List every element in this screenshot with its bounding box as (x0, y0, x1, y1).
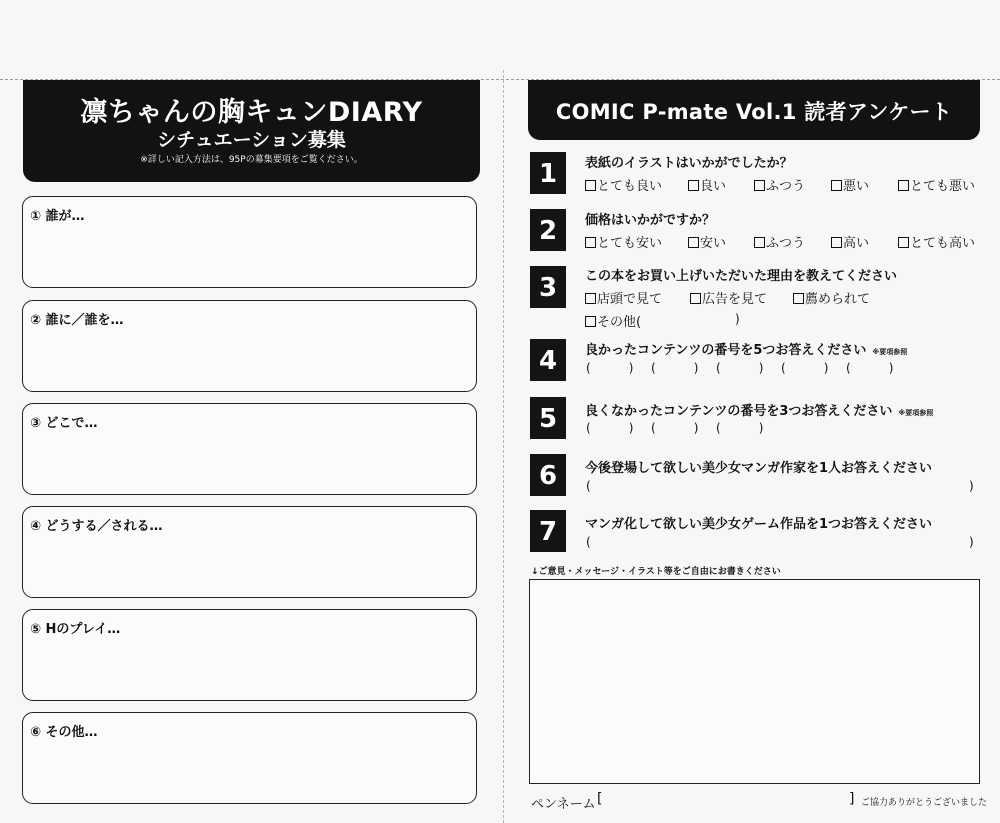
checkbox-icon[interactable] (831, 180, 842, 191)
checkbox-icon[interactable] (793, 293, 804, 304)
answer-slot[interactable]: ( ) (651, 361, 699, 375)
question-text: 良くなかったコンテンツの番号を3つお答えください ※要項参照 (585, 404, 934, 419)
option-checkbox[interactable]: とても安い (585, 232, 662, 251)
situation-note: ※詳しい記入方法は、95Pの募集要項をご覧ください。 (140, 155, 363, 165)
question-note: ※要項参照 (872, 348, 908, 356)
situation-box-label: ① 誰が… (30, 209, 85, 224)
situation-box-who[interactable] (22, 196, 477, 288)
answer-slot[interactable]: ( ) (716, 421, 764, 435)
paren-close: ) (735, 312, 740, 326)
question-text: 価格はいかがですか？ (585, 213, 716, 228)
option-checkbox[interactable]: 広告を見て (690, 288, 767, 307)
option-checkbox-other[interactable]: その他( (585, 311, 641, 330)
option-checkbox[interactable]: ふつう (754, 175, 805, 194)
situation-box-where[interactable] (22, 403, 477, 495)
question-text: この本をお買い上げいただいた理由を教えてください (585, 269, 898, 284)
answer-slot[interactable]: ( ) (846, 361, 894, 375)
comment-area[interactable] (529, 579, 980, 784)
situation-banner (23, 80, 480, 182)
question-text: マンガ化して欲しい美少女ゲーム作品を1つお答えください (585, 517, 933, 532)
checkbox-icon[interactable] (754, 237, 765, 248)
penname-label: ペンネーム (531, 797, 596, 812)
checkbox-icon[interactable] (585, 316, 596, 327)
checkbox-icon[interactable] (754, 180, 765, 191)
question-number-badge: 6 (530, 454, 566, 496)
question-number-badge: 2 (530, 209, 566, 251)
option-checkbox[interactable]: とても悪い (898, 175, 975, 194)
answer-slot[interactable]: ( ) (781, 361, 829, 375)
answer-slot-open[interactable]: ( (586, 535, 591, 549)
situation-box-label: ⑥ その他… (30, 725, 98, 740)
question-number-badge: 1 (530, 152, 566, 194)
answer-slot[interactable]: ( ) (586, 421, 634, 435)
question-number-badge: 5 (530, 397, 566, 439)
option-checkbox[interactable]: とても高い (898, 232, 975, 251)
situation-title: 凛ちゃんの胸キュンDIARY (80, 97, 423, 128)
option-checkbox[interactable]: 良い (688, 175, 726, 194)
question-number-badge: 7 (530, 510, 566, 552)
answer-slot[interactable]: ( ) (586, 361, 634, 375)
question-note: ※要項参照 (898, 409, 934, 417)
comment-label: ↓ご意見・メッセージ・イラスト等をご自由にお書きください (531, 567, 781, 577)
question-number-badge: 3 (530, 266, 566, 308)
question-text: 表紙のイラストはいかがでしたか？ (585, 156, 793, 171)
checkbox-icon[interactable] (898, 237, 909, 248)
checkbox-icon[interactable] (690, 293, 701, 304)
option-checkbox[interactable]: ふつう (754, 232, 805, 251)
checkbox-icon[interactable] (831, 237, 842, 248)
situation-subtitle: シチュエーション募集 (157, 129, 346, 151)
checkbox-icon[interactable] (688, 237, 699, 248)
option-checkbox[interactable]: とても良い (585, 175, 662, 194)
checkbox-icon[interactable] (688, 180, 699, 191)
situation-box-other[interactable] (22, 712, 477, 804)
penname-bracket-open: [ (597, 791, 603, 807)
checkbox-icon[interactable] (585, 237, 596, 248)
checkbox-icon[interactable] (585, 180, 596, 191)
situation-box-action[interactable] (22, 506, 477, 598)
answer-slot-open[interactable]: ( (586, 479, 591, 493)
option-checkbox[interactable]: 安い (688, 232, 726, 251)
option-checkbox[interactable]: 薦められて (793, 288, 870, 307)
survey-title: COMIC P-mate Vol.1 読者アンケート (528, 80, 980, 140)
penname-bracket-close: ] (849, 791, 855, 807)
answer-slot[interactable]: ( ) (716, 361, 764, 375)
checkbox-icon[interactable] (585, 293, 596, 304)
option-checkbox[interactable]: 悪い (831, 175, 869, 194)
answer-slot-close: ) (969, 535, 974, 549)
option-checkbox[interactable]: 店頭で見て (585, 288, 662, 307)
question-text: 今後登場して欲しい美少女マンガ作家を1人お答えください (585, 461, 933, 476)
situation-box-label: ② 誰に／誰を… (30, 313, 124, 328)
question-text: 良かったコンテンツの番号を5つお答えください ※要項参照 (585, 343, 908, 358)
situation-box-label: ③ どこで… (30, 416, 98, 431)
option-checkbox[interactable]: 高い (831, 232, 869, 251)
situation-box-label: ⑤ Hのプレイ… (30, 622, 121, 637)
checkbox-icon[interactable] (898, 180, 909, 191)
cut-line-vertical (503, 70, 504, 823)
situation-box-to-whom[interactable] (22, 300, 477, 392)
situation-box-label: ④ どうする／される… (30, 519, 163, 534)
answer-slot[interactable]: ( ) (651, 421, 699, 435)
answer-slot-close: ) (969, 479, 974, 493)
situation-box-play[interactable] (22, 609, 477, 701)
thanks-note: ご協力ありがとうございました (861, 798, 988, 808)
question-number-badge: 4 (530, 339, 566, 381)
